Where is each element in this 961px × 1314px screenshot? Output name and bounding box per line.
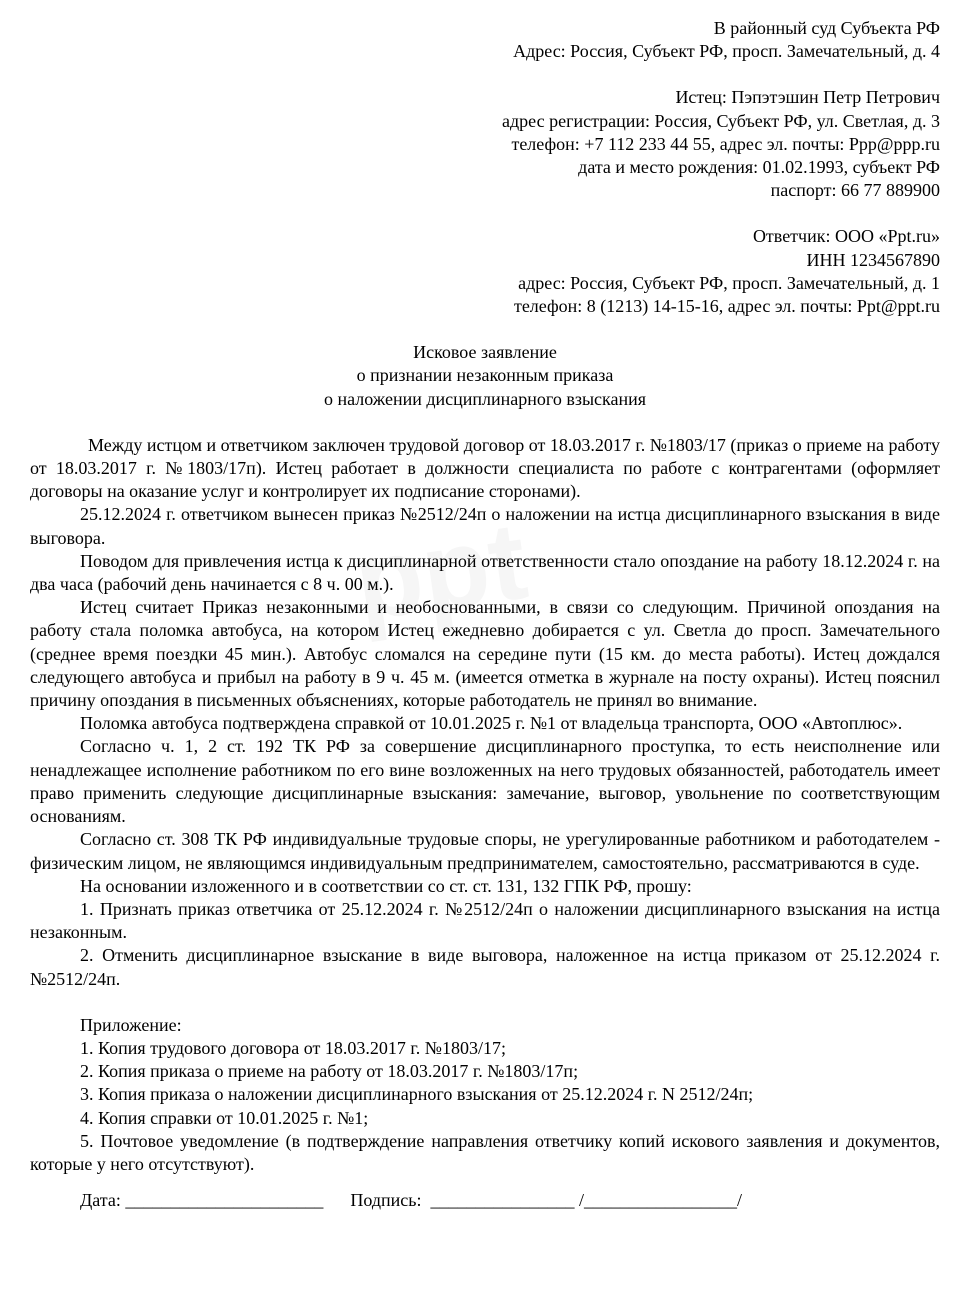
paragraph: Согласно ч. 1, 2 ст. 192 ТК РФ за совершение дисциплинарного проступка, то есть неисполнение или ненадлежащее исполнение работником по его вине возложенных на него трудовых обязанностей, работодатель имеет право применить следующие дисциплинарные взыскания: замечание, выговор, увольнение по соответствующим основаниям. bbox=[30, 736, 940, 827]
document-page bbox=[30, 17, 940, 1212]
paragraph: 25.12.2024 г. ответчиком вынесен приказ №2512/24п о наложении на истца дисциплинарного взыскания в виде выговора. bbox=[30, 504, 940, 548]
paragraph: Истец считает Приказ незаконными и необоснованными, в связи со следующим. Причиной опоздания на работу стала поломка автобуса, на котором Истец ежедневно добирается с ул. Светла до просп. Замечательного (среднее время поездки 45 мин.). Автобус сломался на середине пути (15 км. до места работы). Истец дождался следующего автобуса и прибыл на работу в 9 ч. 45 м. (имеется отметка в журнале на посту охраны). Истец пояснил причину опоздания в письменных объяснениях, которые работодатель не принял во внимание. bbox=[30, 597, 940, 711]
request-item: 2. Отменить дисциплинарное взыскание в виде выговора, наложенное на истца приказом от 25.12.2024 г. №2512/24п. bbox=[30, 945, 940, 989]
claim-body bbox=[30, 434, 940, 991]
title-line: о признании незаконным приказа bbox=[356, 365, 614, 386]
defendant-block bbox=[30, 225, 940, 318]
appendix-item: 5. Почтовое уведомление (в подтверждение направления ответчику копий искового заявления и документов, которые у него отсутствуют). bbox=[30, 1130, 940, 1174]
plaintiff-birth: дата и место рождения: 01.02.1993, субъект РФ bbox=[578, 157, 940, 178]
appendix-item: 4. Копия справки от 10.01.2025 г. №1; bbox=[80, 1107, 369, 1128]
plaintiff-phone: телефон: +7 112 233 44 55, адрес эл. почты: Ppp@ppp.ru bbox=[511, 133, 940, 154]
appendix-item: 3. Копия приказа о наложении дисциплинарного взыскания от 25.12.2024 г. N 2512/24п; bbox=[80, 1084, 754, 1105]
defendant-phone: телефон: 8 (1213) 14-15-16, адрес эл. почты: Ppt@ppt.ru bbox=[513, 296, 940, 317]
signature-field: Подпись: ________________ /_________________/ bbox=[350, 1190, 742, 1211]
plaintiff-name: Истец: Пэпэтэшин Петр Петрович bbox=[675, 87, 940, 108]
paragraph: Согласно ст. 308 ТК РФ индивидуальные трудовые споры, не урегулированные работником и работодателем - физическим лицом, не являющимся индивидуальным предпринимателем, самостоятельно, рассматриваются в суде. bbox=[30, 829, 940, 873]
paragraph: Поломка автобуса подтверждена справкой от 10.01.2025 г. №1 от владельца транспорта, ООО «Автоплюс». bbox=[80, 713, 903, 734]
defendant-name: Ответчик: ООО «Ppt.ru» bbox=[752, 226, 940, 247]
paragraph: На основании изложенного и в соответствии со ст. ст. 131, 132 ГПК РФ, прошу: bbox=[80, 875, 692, 896]
plaintiff-passport: паспорт: 66 77 889900 bbox=[770, 180, 940, 201]
defendant-address: адрес: Россия, Субъект РФ, просп. Замечательный, д. 1 bbox=[518, 272, 940, 293]
title-line: Исковое заявление bbox=[413, 342, 557, 363]
court-address: Адрес: Россия, Субъект РФ, просп. Замечательный, д. 4 bbox=[513, 41, 940, 62]
paragraph: Поводом для привлечения истца к дисциплинарной ответственности стало опоздание на работу 18.12.2024 г. на два часа (рабочий день начинается с 8 ч. 00 м.). bbox=[30, 550, 940, 595]
plaintiff-block bbox=[30, 86, 940, 202]
appendix-item: 1. Копия трудового договора от 18.03.2017 г. №1803/17; bbox=[80, 1037, 506, 1058]
court-block bbox=[30, 17, 940, 63]
title-line: о наложении дисциплинарного взыскания bbox=[323, 388, 647, 409]
plaintiff-address: адрес регистрации: Россия, Субъект РФ, ул. Светлая, д. 3 bbox=[502, 110, 940, 131]
court-name: В районный суд Субъекта РФ bbox=[713, 18, 940, 38]
appendix-item: 2. Копия приказа о приеме на работу от 18.03.2017 г. №1803/17п; bbox=[80, 1061, 579, 1082]
defendant-inn: ИНН 1234567890 bbox=[806, 249, 940, 270]
signature-line bbox=[30, 1189, 940, 1212]
request-item: 1. Признать приказ ответчика от 25.12.2024 г. №2512/24п о наложении дисциплинарного взыскания на истца незаконным. bbox=[30, 898, 940, 943]
appendix bbox=[30, 1014, 940, 1176]
document-title bbox=[30, 341, 940, 411]
paragraph: Между истцом и ответчиком заключен трудовой договор от 18.03.2017 г. №1803/17 (приказ о приеме на работу от 18.03.2017 г. №1803/17п). Истец работает в должности специалиста по работе с контрагентами (оформляет договоры на оказание услуг и контролирует их подписание сторонами). bbox=[30, 434, 940, 502]
appendix-heading: Приложение: bbox=[80, 1014, 182, 1035]
date-field: Дата: ______________________ bbox=[80, 1190, 324, 1211]
